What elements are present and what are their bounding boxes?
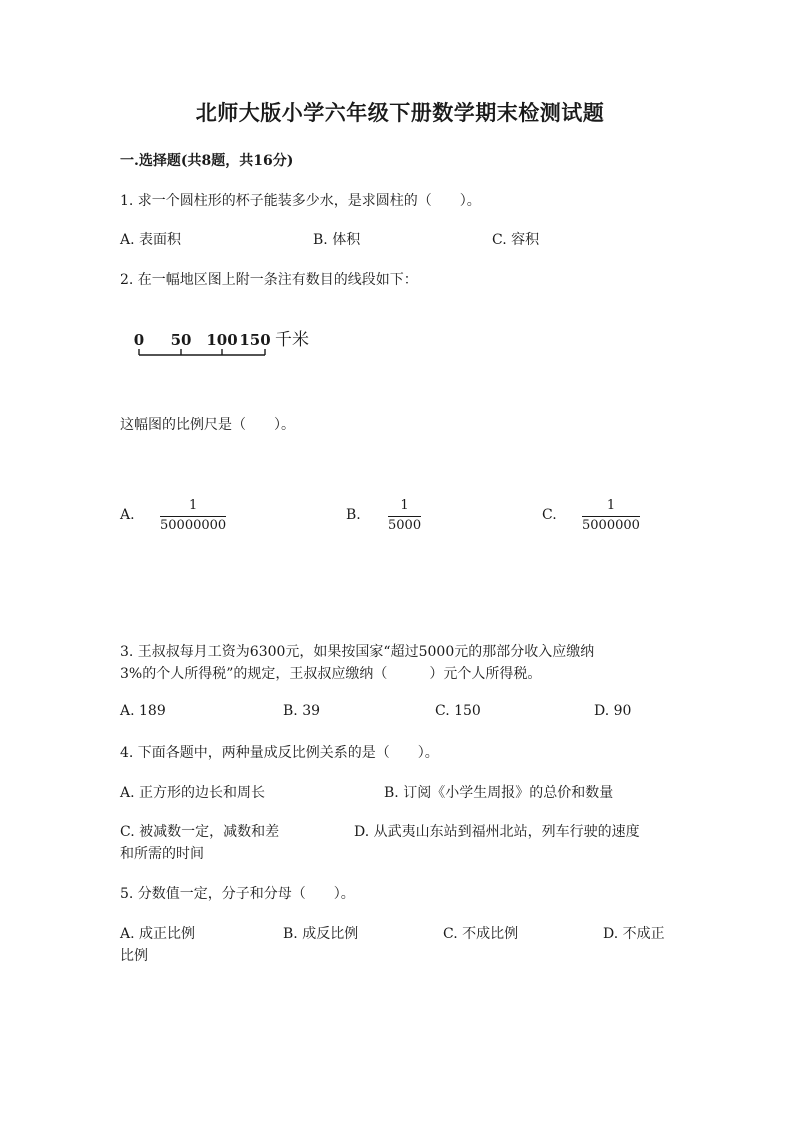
fraction-denominator: 50000000	[160, 518, 227, 533]
question-5-option-d-line-1[interactable]: D. 不成正	[603, 926, 665, 942]
fraction-numerator: 1	[606, 498, 616, 513]
scale-tick-label: 0	[133, 331, 145, 349]
question-3-option-d[interactable]: D. 90	[594, 703, 632, 719]
fraction-numerator: 1	[400, 498, 409, 513]
question-5-option-b[interactable]: B. 成反比例	[283, 926, 359, 942]
question-2-stem: 2. 在一幅地区图上附一条注有数目的线段如下：	[120, 272, 418, 288]
question-3-option-b[interactable]: B. 39	[283, 703, 321, 719]
question-4-option-a[interactable]: A. 正方形的边长和周长	[120, 785, 266, 801]
question-2-option-a-fraction	[160, 498, 226, 534]
question-3-option-a[interactable]: A. 189	[120, 703, 166, 719]
question-2-option-c-label[interactable]: C.	[542, 507, 557, 523]
question-5-option-a[interactable]: A. 成正比例	[120, 926, 196, 942]
question-2-option-b-label[interactable]: B.	[346, 507, 361, 523]
scale-unit-label: 千米	[275, 330, 309, 350]
question-4-option-c[interactable]: C. 被减数一定，减数和差	[120, 824, 280, 840]
question-2-subquestion: 这幅图的比例尺是（ ）。	[120, 417, 295, 433]
question-2-option-b-fraction	[388, 498, 421, 534]
scale-bar-figure	[128, 322, 328, 364]
question-1-option-c[interactable]: C. 容积	[492, 232, 540, 248]
question-4-option-d-line-1[interactable]: D. 从武夷山东站到福州北站，列车行驶的速度	[354, 824, 640, 840]
fraction-denominator: 5000	[388, 518, 422, 533]
question-4-option-d-line-2[interactable]: 和所需的时间	[120, 846, 204, 862]
fraction-denominator: 5000000	[582, 518, 640, 533]
question-4-option-b[interactable]: B. 订阅《小学生周报》的总价和数量	[384, 785, 614, 801]
question-5-option-d-line-2[interactable]: 比例	[120, 948, 148, 964]
question-3-stem-line-1: 3. 王叔叔每月工资为6300元，如果按国家“超过5000元的那部分收入应缴纳	[120, 644, 595, 660]
question-4-stem: 4. 下面各题中，两种量成反比例关系的是（ ）。	[120, 745, 439, 761]
scale-tick-label: 100	[206, 331, 238, 349]
fraction-numerator: 1	[188, 498, 198, 513]
question-1-stem: 1. 求一个圆柱形的杯子能装多少水，是求圆柱的（ ）。	[120, 193, 481, 209]
question-1-option-b[interactable]: B. 体积	[313, 232, 361, 248]
question-3-stem-line-2: 3%的个人所得税”的规定，王叔叔应缴纳（ ）元个人所得税。	[120, 666, 542, 682]
question-3-option-c[interactable]: C. 150	[435, 703, 481, 719]
scale-tick-label: 50	[170, 331, 192, 349]
question-2-option-a-label[interactable]: A.	[120, 507, 135, 523]
question-5-stem: 5. 分数值一定，分子和分母（ ）。	[120, 886, 355, 902]
page-title: 北师大版小学六年级下册数学期末检测试题	[195, 100, 605, 125]
section-heading: 一.选择题(共8题，共16分)	[120, 153, 294, 169]
scale-tick-label: 150	[239, 331, 271, 349]
question-2-option-c-fraction	[582, 498, 640, 534]
question-1-option-a[interactable]: A. 表面积	[120, 232, 182, 248]
question-5-option-c[interactable]: C. 不成比例	[443, 926, 519, 942]
